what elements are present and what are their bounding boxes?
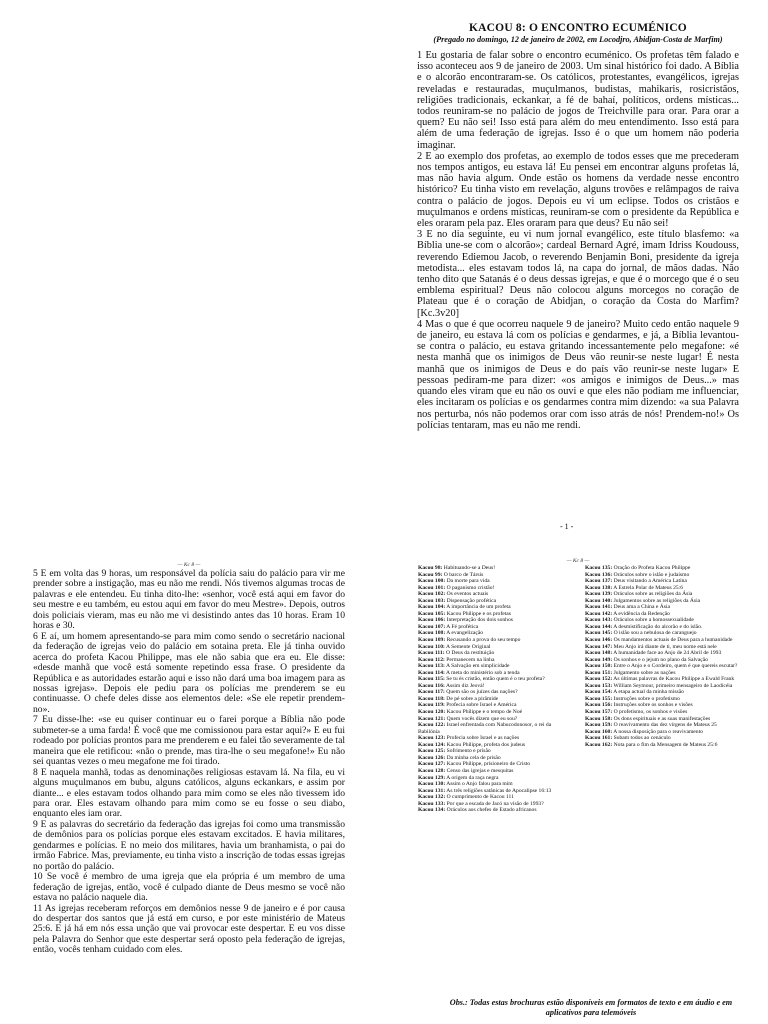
index-entry-code: Kacou 142:: [585, 610, 613, 617]
index-entry-code: Kacou 148:: [585, 650, 613, 657]
index-entry-title: A meta do ministério sob a tenda: [444, 669, 520, 676]
index-entry-code: Kacou 135:: [585, 565, 613, 571]
index-entry-code: Kacou 154:: [585, 689, 613, 696]
index-entry-title: Interpretação dos dois sonhos: [445, 617, 513, 624]
index-entry-code: Kacou 161:: [585, 735, 613, 742]
index-entry-title: O paganismo cristão!: [445, 584, 495, 591]
index-entry-title: Julgamentos sobre as religiões da Ásia: [612, 597, 701, 604]
index-entry-title: Profecia sobre Israel e as nações: [445, 735, 520, 742]
paragraph-10: 10 Se você é membro de uma igreja que ela própria é um membro de uma federação de igrejas, então, você é culpado diante de Deus mesmo se você não estava no palácio naquele dia.: [33, 871, 345, 904]
index-entry-title: Entre o Anjo e o Cordeiro, quem é que quereis escutar?: [612, 663, 738, 670]
index-entry-title: Kacou Philippe e os profetas: [445, 610, 511, 617]
index-entry-code: Kacou 160:: [585, 728, 613, 735]
index-entry-code: Kacou 130:: [418, 781, 446, 788]
index-entry-code: Kacou 136:: [585, 571, 613, 578]
index-entry-title: Por que a escada de Jacó na visão de 1993?: [445, 800, 544, 807]
index-entry-title: Instruções sobre o profetismo: [612, 695, 680, 702]
index-entry-code: Kacou 151:: [585, 669, 613, 676]
index-entry-code: Kacou 109:: [418, 637, 446, 644]
index-entry: [585, 742, 738, 749]
index-entry: [418, 807, 571, 814]
index-entry-code: Kacou 145:: [585, 630, 613, 637]
index-entry-title: O profetismo, os sonhos e visões: [612, 709, 688, 716]
index-entry-code: Kacou 102:: [418, 591, 446, 598]
index-entry-title: Os sonhos e o jejum no plano da Salvação: [612, 656, 709, 663]
paragraph-4: 4 Mas o que é que ocorreu naquele 9 de janeiro? Muito cedo então naquele 9 de janeiro, eu estava lá com os polícias e gendarmes, e já, a Bíblia levantou-se contra o palácio, eu estava gritando incessantemente pelo megafone: «é nesta manhã que os inimigos de Deus vão reunir-se neste lugar! É nesta manhã que os inimigos de Deus e do país vão reunir-se neste lugar» E pessoas pediram-me para dizer: «os amigos e inimigos de Deus...» mas quando eles viram que eu não os ouvi e que eles não podiam me influenciar, eles incitaram os polícias e os gendarmes contra mim dizendo: «a sua Palavra nos perturba, nós não podemos orar com isso atrás de nós! Prendem-no!» Os polícias tentaram, mas eu não me rendi.: [417, 318, 739, 431]
index-entry-code: Kacou 127:: [418, 761, 446, 768]
index-entry-code: Kacou 133:: [418, 800, 446, 807]
index-entry-code: Kacou 124:: [418, 741, 446, 748]
index-entry-title: Deus visitando a América Latina: [612, 578, 687, 585]
index-entry-code: Kacou 111:: [418, 650, 445, 657]
index-entry-title: Censo das igrejas e mesquitas: [445, 767, 514, 774]
index-entry-title: A evidência da Redenção: [612, 610, 670, 617]
index-entry-title: Da minha cela de prisão: [445, 754, 501, 761]
index-entry-code: Kacou 144:: [585, 623, 613, 630]
index-entry-title: Quem são os juízes das nações?: [444, 689, 518, 696]
index-entry-title: Instruções sobre os sonhos e visões: [612, 702, 693, 709]
index-entry-title: O islão sou a nebulosa de caranguejo: [612, 630, 697, 637]
index-entry-code: Kacou 104:: [418, 604, 446, 611]
index-entry-code: Kacou 113:: [418, 663, 445, 670]
index-entry-title: William Seymour, primeiro mensageiro de Laodicéia: [612, 682, 733, 689]
index-entry-title: Kacou Philippe, profeta dos judeus: [445, 741, 526, 748]
index-entry-code: Kacou 139:: [585, 591, 613, 598]
index-entry-code: Kacou 101:: [418, 584, 446, 591]
paragraph-8: 8 E naquela manhã, todas as denominações religiosas estavam lá. Na fila, eu vi alguns muçulmanos em bubu, alguns católicos, alguns eckankars, e assim por diante... e eles estavam todos olhando para mim como se eles não tivessem ido para orar. Eles estavam olhando para mim como se eu fosse o seu diabo, enquanto eles iam orar.: [33, 766, 345, 820]
index-entry-title: As últimas palavras de Kacou Philippe a Ewald Frank: [612, 676, 735, 683]
index-entry-code: Kacou 149:: [585, 656, 613, 663]
index-entry-title: Profecia sobre Israel e América: [444, 702, 517, 709]
paragraph-1: 1 Eu gostaria de falar sobre o encontro ecuménico. Os profetas têm falado e isso aconteceu aos 9 de janeiro de 2003. Um sinal histórico foi dado. A Bíblia e o alcorão encontraram-se. Os católicos, protestantes, evangélicos, igrejas reveladas e restauradas, muçulmanos, budistas, mahikaris, rosicristãos, religiões tradicionais, eckankar, a fé de bahaí, políticos, ordens místicas... todos reuniram-se no palácio de jogos de Treichville para orar. Para orar a quem? Eu não sei! Isso está para além do meu entendimento. Isso está para além de uma federação de igrejas. Isso é o que um homem não poderia imaginar.: [417, 50, 739, 151]
index-entry-code: Kacou 150:: [585, 663, 613, 670]
index-entry-code: Kacou 114:: [418, 669, 445, 676]
sermon-subtitle: (Pregado no domingo, 12 de janeiro de 2002, em Locodjro, Abidjan-Costa de Marfim): [433, 35, 723, 44]
index-entry-code: Kacou 125:: [418, 748, 446, 755]
index-entry-code: Kacou 147:: [585, 643, 613, 650]
index-entry-title: De pé sobre a pirâmide: [444, 695, 499, 702]
index-entry-code: Kacou 158:: [585, 715, 613, 722]
index-entry-title: A nossa disposição para o reavivamento: [612, 728, 703, 735]
index-entry-title: A Salvação em simplicidade: [444, 663, 510, 670]
index-entry-title: Permanecem na linha: [444, 656, 495, 663]
index-entry-title: Oráculos sobre o islão e judaísmo: [612, 571, 690, 578]
index-entry-code: Kacou 138:: [585, 584, 613, 591]
index-entry-title: A origem da raça negra: [445, 774, 499, 781]
paragraph-6: 6 E aí, um homem apresentando-se para mim como sendo o secretário nacional da federação de igrejas veio do palácio em sotaina preta. Ele já tinha ouvido acerca do profeta Kacou Philippe, mas ele não sabia que era eu. Ele disse: «desde manhã que você está somente repetindo essa frase. O presidente da República e as autoridades estarão aqui e isso não dará uma boa imagem para as nossas igrejas». Depois ele pediu para os polícias me prenderem se eu continuasse. O chefe deles disse aos elementos dele: «Se ele repetir prendem-no».: [33, 630, 345, 715]
index-entry-code: Kacou 122:: [418, 722, 446, 729]
index-entry-code: Kacou 98:: [418, 565, 443, 571]
index-entry-code: Kacou 116:: [418, 682, 445, 689]
index-entry-code: Kacou 118:: [418, 695, 445, 702]
index-entry-title: A Estrela Polar de Mateus 25:6: [612, 584, 684, 591]
index-entry-title: A humanidade face ao Anjo de 24 Abril de 1993: [612, 650, 722, 657]
page-number: - 1 -: [560, 522, 574, 531]
index-entry-title: A Semente Original: [444, 643, 491, 650]
index-entry-code: Kacou 128:: [418, 767, 446, 774]
index-entry-title: Recusando a prova do seu tempo: [445, 637, 521, 644]
index-entry-title: Quem vocês dizem que eu sou?: [445, 715, 518, 722]
index-entry-title: Israel enfrentada com Nabucodonosor, o rei da Babilónia: [418, 722, 552, 735]
index-entry-code: Kacou 159:: [585, 722, 613, 729]
index-entry-title: Oração do Profeta Kacou Philippe: [612, 565, 691, 571]
index-entry-code: Kacou 131:: [418, 787, 446, 794]
brochure-index: [418, 558, 738, 814]
index-entry-code: Kacou 115:: [418, 676, 445, 683]
index-entry-code: Kacou 129:: [418, 774, 446, 781]
index-entry-code: Kacou 137:: [585, 578, 613, 585]
index-entry-code: Kacou 134:: [418, 807, 446, 814]
index-entry-title: Sofrimento e prisão: [445, 748, 491, 755]
index-entry-title: Kacou Philippe, prisioneiro de Cristo: [445, 761, 531, 768]
index-entry-code: Kacou 120:: [418, 709, 446, 716]
paragraph-2: 2 E ao exemplo dos profetas, ao exemplo de todos esses que me precederam nos tempos antigos, eu estava lá! Eu pensei em encontrar alguns profetas lá, mas não havia algum. Onde estão os homens da verdade nesse encontro histórico? Eu tinha visto em revelação, alguns trovões e relâmpagos de raiva contra o palácio de jogos. Depois eu vi um eclipse. Todos os cristãos e muçulmanos e ordens místicas, reuniram-se com o presidente da República e eles oraram pela paz. Eles oraram para que deus? Eu não sei!: [417, 150, 739, 230]
sermon-title: KACOU 8: O ENCONTRO ECUMÉNICO: [469, 22, 687, 34]
availability-note: Obs.: Todas estas brochuras estão disponíveis em formatos de texto e em áudio e em aplicativos para telemóveis: [449, 998, 733, 1017]
index-entry-title: Assim diz Jeová!: [444, 682, 485, 689]
paragraph-11: 11 As igrejas receberam reforços em demônios nesse 9 de janeiro e é por causa do despertar dos santos que já está em curso, e por este ministério de Mateus 25:6. E já há em nós essa unção que vai provocar este despertar. E eu vos disse pela Palavra do Senhor que este despertar será oposto pela federação de igrejas, então, vocês tenham cuidado com eles.: [33, 902, 345, 956]
index-entry-title: O cumprimento de Kacou 111: [445, 794, 514, 801]
index-entry-title: Nota para o fim da Mensagem de Mateus 25:6: [612, 741, 718, 748]
paragraph-5: 5 E em volta das 9 horas, um responsável da polícia saiu do palácio para vir me prender sobre a instigação, mas eu não me rendi. Nós tivemos algumas trocas de palavras e ele entendeu. Eu tinha dito-lhe: «senhor, você está aqui em favor do seu mestre e eu também, eu estou aqui em favor do meu Mestre». Depois, outros dois policiais vieram, mas eu não me vi desistindo antes das 10 horas. Eram 10 horas e 30.: [33, 568, 345, 632]
index-entry-title: A Fé profética: [445, 623, 479, 630]
index-entry-code: Kacou 152:: [585, 676, 613, 683]
running-header: — Kc 8 —: [177, 562, 201, 568]
index-entry-code: Kacou 155:: [585, 695, 613, 702]
index-entry-code: Kacou 117:: [418, 689, 445, 696]
index-entry-code: Kacou 156:: [585, 702, 613, 709]
page-two-text: [33, 562, 345, 1024]
index-entry-title: Os mandamentos actuais de Deus para a humanidade: [612, 637, 733, 644]
index-entry-code: Kacou 143:: [585, 617, 613, 624]
index-entry-code: Kacou 140:: [585, 597, 613, 604]
index-entry-title: O barco de Társis: [442, 571, 484, 578]
index-entry-code: Kacou 107:: [418, 623, 446, 630]
index-entry-title: Oráculos aos chefes de Estado africanos: [445, 807, 537, 814]
index-entry-title: O reavivamento das dez virgens de Mateus 25: [612, 722, 717, 729]
index-entry-title: Oráculos sobre a homossexualidade: [612, 617, 694, 624]
index-entry-code: Kacou 153:: [585, 682, 613, 689]
index-entry-title: Assim o Anjo falou para mim: [445, 781, 513, 788]
index-entry-code: Kacou 119:: [418, 702, 445, 709]
paragraph-3: 3 E no dia seguinte, eu vi num jornal evangélico, este título blasfemo: «a Bíblia une-se com o alcorão»; cardeal Bernard Agré, imam Idriss Koudouss, reverendo Ediemou Jacob, o reverendo Benjamin Boni, presidente da igreja metodista... eles estavam todos lá, na capa do jornal, de mãos dadas. Não tenho dito que Satanás é o deus dessas igrejas, e que é o morcego que é o seu emblema espiritual? Deus não colocou alguns morcegos no coração de Plateau que é o coração de Abidjan, o coração da Costa do Marfim? [Kc.3v20]: [417, 229, 739, 319]
index-entry-title: Kacou Philippe e o tempo de Noé: [445, 709, 523, 716]
index-entry-code: Kacou 108:: [418, 630, 446, 637]
index-entry-code: Kacou 103:: [418, 597, 446, 604]
index-entry-title: Meu Anjo irá diante de ti, meu nome está nele: [612, 643, 717, 650]
index-entry-title: Se tu és cristão, então quem é o teu profeta?: [444, 676, 545, 683]
index-entry-code: Kacou 121:: [418, 715, 446, 722]
index-entry-code: Kacou 123:: [418, 735, 446, 742]
index-entry-code: Kacou 126:: [418, 754, 446, 761]
index-column-right: [585, 565, 738, 814]
index-entry-title: A desmistificação do alcorão e do islão.: [612, 623, 703, 630]
index-entry-code: Kacou 132:: [418, 794, 446, 801]
paragraph-7: 7 Eu disse-lhe: «se eu quiser continuar eu o farei porque a Bíblia não pode submeter-se a uma farda! É você que me comissionou para estar aqui?» E eu fui rodeado por polícias prontos para me prenderem e eu falei tão severamente de tal maneira que ele retificou: «não o prende, mas tira-lhe o seu megafone!» Eu não sei quantas vezes o meu megafone me foi tirado.: [33, 714, 345, 768]
index-entry-title: A etapa actual da minha missão: [612, 689, 684, 696]
index-entry-code: Kacou 146:: [585, 637, 613, 644]
index-entry-title: Dispensação profética: [445, 597, 497, 604]
index-entry-code: Kacou 105:: [418, 610, 446, 617]
index-entry-code: Kacou 112:: [418, 656, 445, 663]
index-entry-code: Kacou 106:: [418, 617, 446, 624]
index-entry-code: Kacou 162:: [585, 741, 613, 748]
index-entry-title: A evangelização: [445, 630, 484, 637]
index-entry-title: A importância de um profeta: [445, 604, 511, 611]
index-entry-code: Kacou 157:: [585, 709, 613, 716]
index-entry-title: Deus ama a China e Ásia: [612, 604, 670, 611]
index-entry-code: Kacou 100:: [418, 578, 446, 585]
index-column-left: [418, 565, 571, 814]
index-entry-title: Os eventos actuais: [445, 591, 489, 598]
index-entry-title: Da morte para vida: [445, 578, 490, 585]
index-entry-title: Julgamento sobre as nações: [612, 669, 676, 676]
index-entry-code: Kacou 110:: [418, 643, 445, 650]
page-one: [417, 22, 739, 431]
paragraph-9: 9 E as palavras do secretário da federação das igrejas foi como uma transmissão de demônios para os polícias porque eles estavam excitados. E havia militares, gendarmes e polícias. E no meio dos militares, havia um branhamista, o pai do irmão Fabrice. Mas, previamente, eu tinha visto a inscrição de todas essas igrejas no portão do palácio.: [33, 818, 345, 872]
index-entry-title: Habituando-se a Deus!: [442, 565, 496, 571]
index-entry-code: Kacou 99:: [418, 571, 443, 578]
index-entry-title: Subam todos ao cenáculo: [612, 735, 671, 742]
index-entry: [418, 722, 571, 735]
index-entry-title: As três religiões satânicas de Apocalipse 16:13: [445, 787, 552, 794]
index-entry-code: Kacou 141:: [585, 604, 613, 611]
index-entry-title: O Deus da restituição: [444, 650, 495, 657]
index-header: — Kc 8 —: [566, 558, 590, 564]
index-entry-title: Os dons espirituais e as suas manifestações: [612, 715, 711, 722]
index-entry-title: Oráculos sobre as religiões da Ásia: [612, 591, 693, 598]
